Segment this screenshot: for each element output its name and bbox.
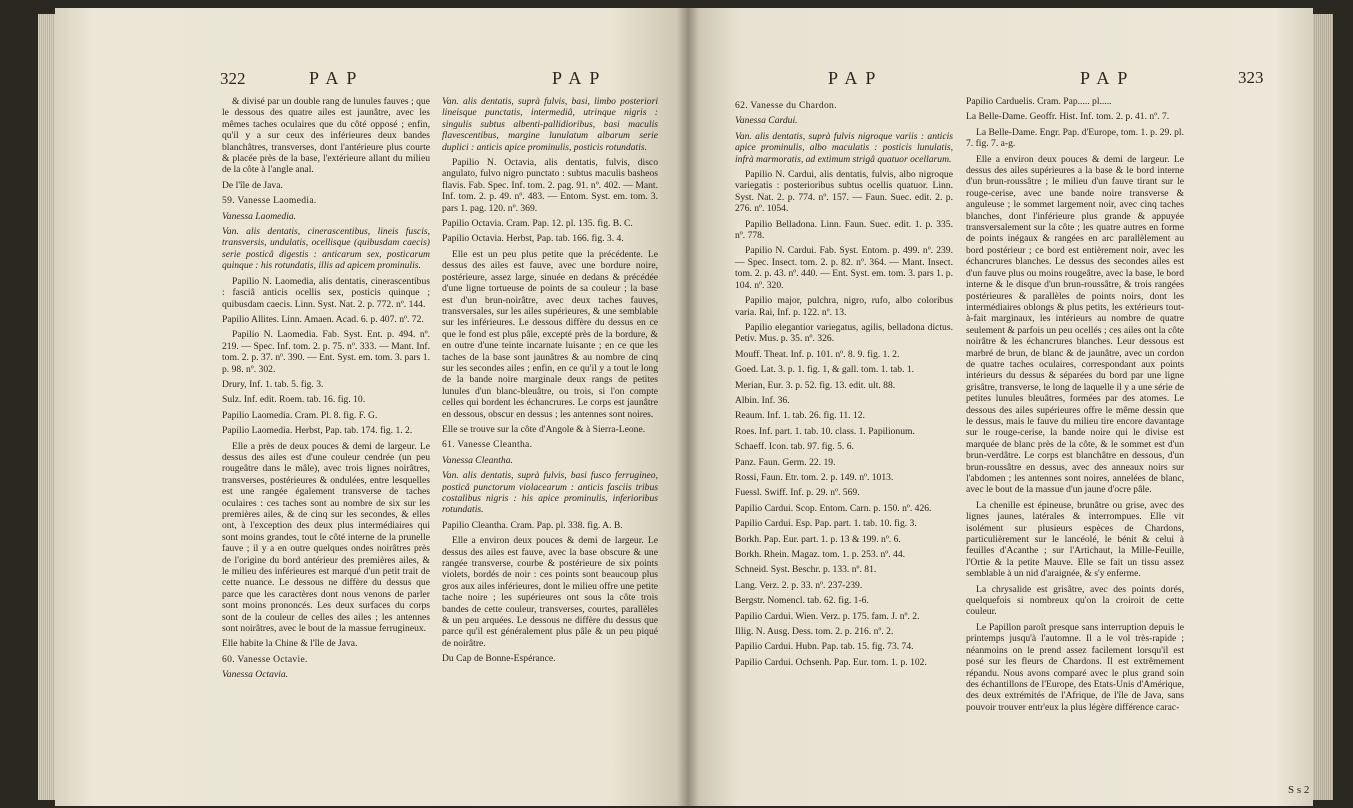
left-head-word-a: PAP [309, 68, 365, 88]
right-head-word-a: PAP [828, 68, 884, 88]
text-paragraph: Illig. N. Ausg. Dess. tom. 2. p. 216. nº. 2. [735, 626, 894, 638]
right-page [688, 8, 1313, 806]
text-paragraph: Papilio Cleantha. Cram. Pap. pl. 338. fig. A. B. [442, 519, 623, 531]
text-paragraph: Borkh. Pap. Eur. part. 1. p. 13 & 199. nº. 6. [735, 533, 901, 545]
text-paragraph: Van. alis dentatis, suprà fulvis, basi, limbo posteriori lineisque punctatis, intermediâ, utrinque nigris : singulis subtus albenti-pallidioribus, basi maculis flavescentibus, margine lunulatum albarum serie duplici : anticis apice prominulis, posticis rotundatis. [442, 96, 658, 153]
text-paragraph: Reaum. Inf. 1. tab. 26. fig. 11. 12. [735, 410, 865, 422]
left-running-head [220, 68, 640, 90]
text-paragraph: Albin. Inf. 36. [735, 394, 790, 406]
text-paragraph: Papilio Cardui. Scop. Entom. Carn. p. 150. nº. 426. [735, 502, 932, 514]
text-paragraph: Papilio Laomedia. Herbst, Pap. tab. 174. fig. 1. 2. [222, 425, 413, 437]
text-paragraph: 59. Vanesse Laomedia. [222, 195, 317, 207]
right-page-edges [1313, 14, 1333, 800]
text-paragraph: Elle est un peu plus petite que la précédente. Le dessus des ailes est fauve, avec une bordure noire, postérieure, assez large, sinuée en dedans & précédée d'une ligne tortueuse de points de sa couleur ; la base est d'un brun-noirâtre, avec deux taches fauves, transversales, sur les ailes supérieures, & une semblable sur les inférieures. Le dessous diffère du dessus en ce que le fond est plus pâle, excepté près de la bordure, & en outre d'une teinte incarnate luisante ; en ce que les taches de la base sont jaunâtres & au nombre de cinq sur les secondes ailes ; enfin, en ce qu'il y a tout le long de la bande noire marginale deux rangs de petites lunules d'un blanc-bleuâtre, ou trois, si l'on compte celles qui bordent les échancrures. Le corps est jaunâtre en dessous, obscur en dessus ; les antennes sont noires. [442, 248, 658, 420]
text-paragraph: Elle a près de deux pouces & demi de largeur. Le dessus des ailes est d'une couleur cendrée (un peu rougeâtre dans le mâle), avec trois lignes noirâtres, transverses, postérieures & ondulées, entre lesquelles est une rangée également transverse de taches oculaires : ces taches sont au nombre de six sur les premières ailes, & de cinq sur les secondes, & elles ont, à l'exception des deux plus intermédiaires qui sont moins grandes, tout le côté interne de la prunelle fauve ; il y a en outre quelques ondes noirâtres près de l'origine du bord antérieur des premières ailes, & le milieu des inférieures est marqué d'un petit trait de cette nuance. Le dessous ne diffère du dessus que parce que les caractères dont nous venons de parler sont moins prononcés. Les deux surfaces du corps sont de la couleur de celles des ailes ; les antennes sont noirâtres, avec le bout de la massue ferrugineux. [222, 440, 430, 635]
text-paragraph: Elle se trouve sur la côte d'Angole & à Sierra-Leone. [442, 423, 646, 435]
left-page-number: 322 [220, 69, 246, 88]
text-paragraph: Van. alis dentatis, suprà fulvis, basi fusco ferrugineo, posticâ punctorum violacearum : anticis fasciis tribus costalibus nigris : his apice prominulis, inferioribus rotundatis. [442, 470, 658, 516]
text-paragraph: Papilio Carduelis. Cram. Pap..... pl..... [966, 96, 1112, 107]
text-paragraph: Papilio Cardui. Ochsenh. Pap. Eur. tom. 1. p. 102. [735, 656, 927, 668]
text-paragraph: La Belle-Dame. Geoffr. Hist. Inf. tom. 2. p. 41. nº. 7. [966, 111, 1170, 123]
text-paragraph: Papilio Belladona. Linn. Faun. Suec. edit. 1. p. 335. nº. 778. [735, 218, 953, 242]
text-paragraph: Vanessa Octavia. [222, 669, 289, 681]
text-paragraph: Elle habite la Chine & l'île de Java. [222, 638, 358, 650]
text-paragraph: Vanessa Cleantha. [442, 454, 513, 466]
left-page [55, 8, 688, 806]
text-paragraph: Papilio N. Laomedia. Fab. Syst. Ent. p. 494. nº. 219. — Spec. Inf. tom. 2. p. 75. nº. 333. — Mant. Inf. tom. 2. p. 37. nº. 390. — Ent. Syst. em. tom. 3. pars 1. p. 98. nº. 302. [222, 329, 430, 375]
text-paragraph: Goed. Lat. 3. p. 1. fig. 1, & gall. tom. 1. tab. 1. [735, 364, 915, 376]
text-paragraph: Roes. Inf. part. 1. tab. 10. class. 1. Papilionum. [735, 425, 915, 437]
text-paragraph: 61. Vanesse Cleantha. [442, 439, 533, 451]
text-paragraph: La Belle-Dame. Engr. Pap. d'Europe, tom. 1. p. 29. pl. 7. fig. 7. a-g. [966, 126, 1184, 150]
left-head-word-b: PAP [552, 68, 608, 88]
text-paragraph: Papilio N. Octavia, alis dentatis, fulvis, disco angulato, fulvo nigro punctato : subtus maculis basheos flavis. Fab. Spec. Inf. tom. 2. pag. 91. nº. 402. — Mant. Inf. tom. 2. p. 49. nº. 483. — Entom. Syst. em. tom. 3. pars 1. pag. 120. nº. 369. [442, 157, 658, 214]
text-paragraph: Papilio Laomedia. Cram. Pl. 8. fig. F. G. [222, 409, 378, 421]
left-column-b [442, 96, 658, 776]
text-paragraph: Borkh. Rhein. Magaz. tom. 1. p. 253. nº. 44. [735, 549, 906, 560]
text-paragraph: Papilio Octavia. Cram. Pap. 12. pl. 135. fig. B. C. [442, 218, 633, 230]
text-paragraph: Schaeff. Icon. tab. 97. fig. 5. 6. [735, 441, 854, 453]
text-paragraph: Rossi, Faun. Etr. tom. 2. p. 149. nº. 1013. [735, 471, 894, 483]
left-page-edges [38, 14, 55, 800]
right-running-head [728, 68, 1288, 90]
right-column-a [735, 96, 953, 776]
text-paragraph: Papilio Cardui. Esp. Pap. part. 1. tab. 10. fig. 3. [735, 518, 917, 530]
text-paragraph: De l'île de Java. [222, 179, 283, 191]
text-paragraph: Papilio major, pulchra, nigro, rufo, albo coloribus varia. Rai, Inf. p. 122. nº. 13. [735, 295, 953, 318]
text-paragraph: Vanessa Laomedia. [222, 210, 297, 222]
text-paragraph: Elle a environ deux pouces & demi de largeur. Le dessus des ailes supérieures a la base & le bord interne d'un brun-roussâtre ; le milieu d'un fauve tirant sur le rouge-cerise, avec une bande noire transverse & anguleuse ; le sommet largement noir, avec cinq taches blanches, dont l'inférieure plus grande & appuyée transversalement sur la côte ; les quatre autres en forme de points inégaux & rangées en arc parallèlement au bord postérieur ; ce bord est entièrement noir, avec les échancrures blanches. Le dessus des secondes ailes est d'un fauve plus ou moins rougeâtre, avec la base, le bord interne & le disque d'un brun-roussâtre, & trois rangées postérieures & parallèles de points noirs, dont les intermédiaires oblongs & plus petits, les extérieurs tout-à-fait marginaux, les intérieurs au nombre de quatre seulement & parfois un peu ocellés ; ces ailes ont la côte noirâtre & les échancrures blanches. Leur dessous est marbré de brun, de blanc & de jaunâtre, avec un cordon de quatre taches oculaires, correspondant aux points intérieurs du dessus & séparées du bord par une ligne grisâtre, transverse, le long de laquelle il y a une série de petites lunules bleuâtres, formées par des atomes. Le dessous des ailes supérieures offre le même dessin que le dessus, mais le fauve du milieu tire encore davantage sur le rouge-cerise, la bande noire qui le divise est marquée de blanc près de la côte, & le sommet est d'un brun-verdâtre. Le corps est blanchâtre en dessous, d'un brun-roussâtre en dessus, avec des anneaux noirs sur l'abdomen ; les antennes sont noires, annelées de blanc, avec le bout de la massue d'un jaune d'ocre pâle. [966, 153, 1184, 496]
text-paragraph: Le Papillon paroît presque sans interruption depuis le printemps jusqu'à l'automne. Il a le vol très-rapide ; néanmoins on le prend assez facilement lorsqu'il est posé sur les fleurs de Chardons. Il est extrêmement répandu. Nous avons comparé avec le plus grand soin des échantillons de l'Europe, des Etats-Unis d'Amérique, des deux extrémités de l'Afrique, de l'île de Java, sans pouvoir trouver entr'eux la plus légère différence carac- [966, 621, 1184, 713]
text-paragraph: Papilio N. Cardui. Fab. Syst. Entom. p. 499. nº. 239. — Spec. Insect. tom. 2. p. 82. nº. 364. — Mant. Insect. tom. 2. p. 43. nº. 440. — Ent. Syst. em. tom. 3. pars 1. p. 104. nº. 320. [735, 245, 953, 291]
text-paragraph: Elle a environ deux pouces & demi de largeur. Le dessus des ailes est fauve, avec la base obscure & une rangée transverse, courbe & postérieure de six points violets, bordés de noir : ces points sont beaucoup plus gros aux ailes inférieures, dont le milieu offre une petite tache noire ; les supérieures ont sous la côte trois bandes de cette couleur, transverses, courtes, parallèles & un peu arquées. Le dessous ne diffère du dessus que parce qu'il est généralement plus pâle & un peu piqué de noirâtre. [442, 535, 658, 649]
right-page-number: 323 [1238, 68, 1264, 87]
text-paragraph: & divisé par un double rang de lunules fauves ; que le dessous des quatre ailes est jaunâtre, avec les mêmes taches oculaires que du côté opposé ; enfin, qu'il y a sur ceux des inférieures deux bandes blanchâtres, transverses, dont l'antérieure plus courte & placée près de la base, l'extérieure allant du milieu de la côte à l'angle anal. [222, 96, 430, 176]
text-paragraph: Vanessa Cardui. [735, 115, 798, 127]
left-column-a [222, 96, 430, 776]
text-paragraph: 60. Vanesse Octavie. [222, 653, 308, 665]
text-paragraph: 62. Vanesse du Chardon. [735, 100, 837, 111]
right-column-b [966, 96, 1184, 776]
text-paragraph: Merian, Eur. 3. p. 52. fig. 13. edit. ult. 88. [735, 379, 896, 391]
text-paragraph: Fuessl. Swiff. Inf. p. 29. nº. 569. [735, 487, 860, 499]
text-paragraph: Papilio Cardui. Wien. Verz. p. 175. fam. J. nº. 2. [735, 610, 920, 622]
text-paragraph: Van. alis dentatis, cinerascentibus, lineis fuscis, transversis, undulatis, ocellisque (quibusdam caecis) serie posticâ digestis : anticarum sex, posticarum quinque : his rotundatis, illis ad apicem prominulis. [222, 226, 430, 272]
book-gutter [677, 8, 699, 806]
text-paragraph: Van. alis dentatis, suprà fulvis nigroque variis : anticis apice prominulis, albo maculatis : posticis lunulatis, infrà marmoratis, ad extimum strigâ quatuor ocellarum. [735, 130, 953, 165]
text-paragraph: Bergstr. Nomencl. tab. 62. fig. 1-6. [735, 595, 869, 607]
text-paragraph: La chenille est épineuse, brunâtre ou grise, avec des lignes jaunes, latérales & interrompues. Elle vit isolément sur plusieurs espèces de Chardons, particulièrement sur le lancéolé, le bénit & celui à feuilles d'Acanthe ; sur l'Artichaut, la Mille-Feuille, l'Ortie & la petite Mauve. Elle se fait un tissu assez semblable à un nid d'araignée, & s'y enferme. [966, 499, 1184, 580]
text-paragraph: Papilio elegantior variegatus, agilis, belladona dictus. Petiv. Mus. p. 35. nº. 326. [735, 321, 953, 345]
text-paragraph: Schneid. Syst. Beschr. p. 133. nº. 81. [735, 564, 877, 576]
text-paragraph: Papilio N. Laomedia, alis dentatis, cinerascentibus : fasciâ anticis ocellis sex, posticis quinque ; quibusdam caecis. Linn. Syst. Nat. 2. p. 772. nº. 144. [222, 275, 430, 310]
text-paragraph: Du Cap de Bonne-Espérance. [442, 653, 556, 665]
right-head-word-b: PAP [1080, 68, 1136, 88]
text-paragraph: Drury, Inf. 1. tab. 5. fig. 3. [222, 378, 324, 390]
text-paragraph: Papilio Octavia. Herbst, Pap. tab. 166. fig. 3. 4. [442, 233, 624, 245]
open-book [55, 8, 1313, 806]
text-paragraph: Papilio Allites. Linn. Amaen. Acad. 6. p. 407. nº. 72. [222, 313, 424, 325]
text-paragraph: Papilio N. Cardui, alis dentatis, fulvis, albo nigroque variegatis : posterioribus subtus ocellis quatuor. Linn. Syst. Nat. 2. p. 774. nº. 157. — Faun. Suec. edit. 2. p. 276. nº. 1054. [735, 169, 953, 215]
text-paragraph: Papilio Cardui. Hubn. Pap. tab. 15. fig. 73. 74. [735, 641, 914, 653]
text-paragraph: La chrysalide est grisâtre, avec des points dorés, quelquefois si nombreux qu'on la croiroit de cette couleur. [966, 583, 1184, 618]
text-paragraph: Mouff. Theat. Inf. p. 101. nº. 8. 9. fig. 1. 2. [735, 348, 900, 360]
text-paragraph: Lang. Verz. 2. p. 33. nº. 237-239. [735, 579, 863, 591]
text-paragraph: Panz. Faun. Germ. 22. 19. [735, 456, 836, 468]
signature-mark: S s 2 [1288, 784, 1310, 796]
text-paragraph: Sulz. Inf. edit. Roem. tab. 16. fig. 10. [222, 394, 366, 406]
